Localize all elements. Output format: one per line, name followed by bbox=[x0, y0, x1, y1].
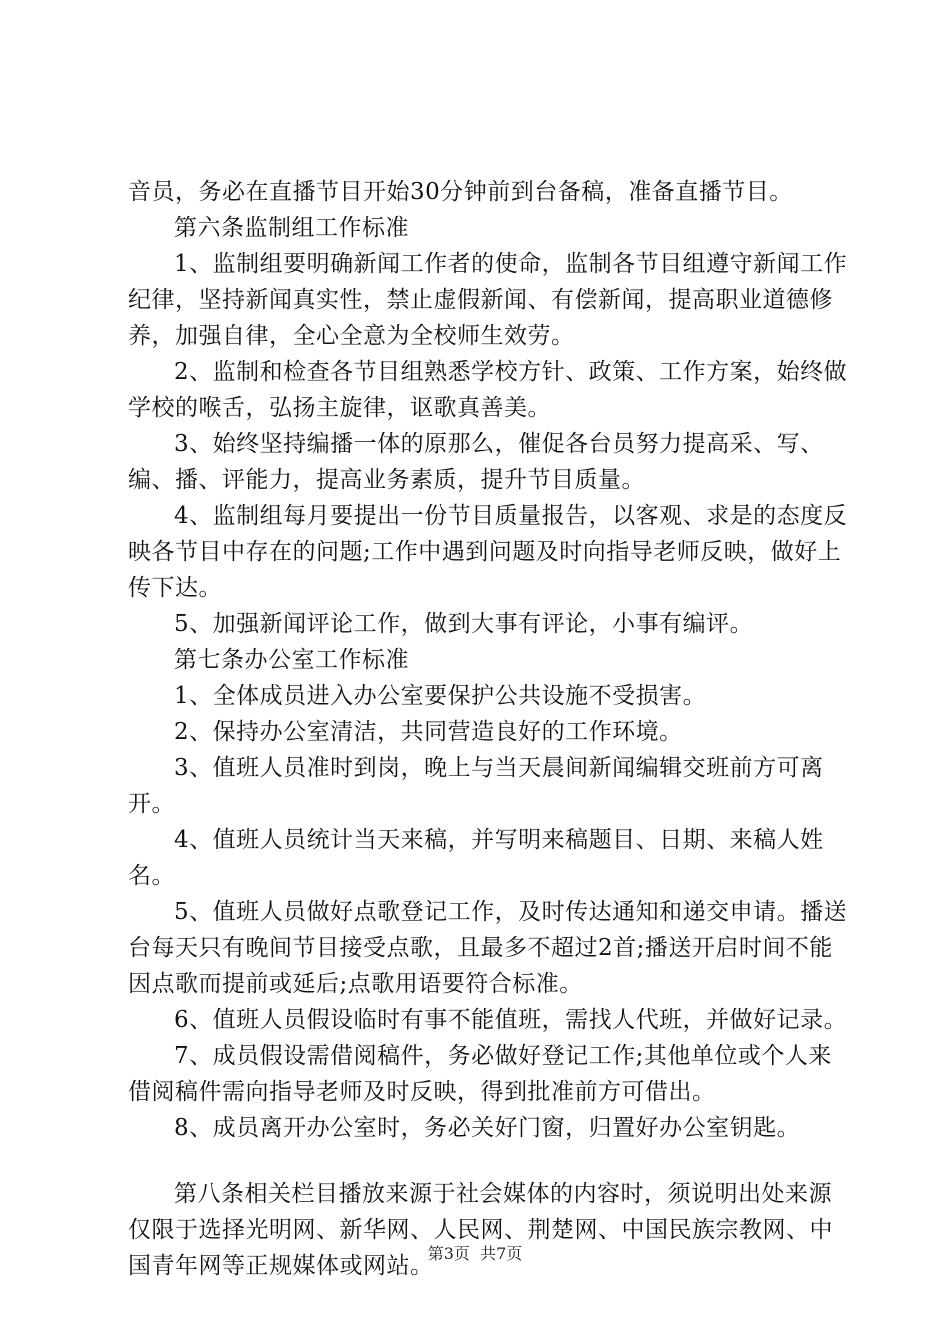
page-number-label: 第3页 共7页 bbox=[427, 1244, 523, 1263]
page-footer bbox=[0, 1244, 950, 1264]
paragraph: 5、加强新闻评论工作，做到大事有评论，小事有编评。 bbox=[174, 611, 754, 637]
paragraph: 3、值班人员准时到岗，晚上与当天晨间新闻编辑交班前方可离开。 bbox=[128, 755, 824, 817]
section-heading-article-8: 第八条相关栏目播放来源于社会媒体的内容时，须说明出处来源仅限于选择光明网、新华网、人民网、荆楚网、中国民族宗教网、中国青年网等正规媒体或网站。 bbox=[128, 1181, 833, 1279]
paragraph: 3、始终坚持编播一体的原那么，催促各台员努力提高采、写、编、播、评能力，提高业务素质，提升节目质量。 bbox=[128, 431, 824, 493]
paragraph: 1、全体成员进入办公室要保护公共设施不受损害。 bbox=[174, 683, 707, 709]
paragraph: 1、监制组要明确新闻工作者的使命，监制各节目组遵守新闻工作纪律，坚持新闻真实性，禁止虚假新闻、有偿新闻，提高职业道德修养，加强自律，全心全意为全校师生效劳。 bbox=[128, 251, 848, 349]
paragraph: 7、成员假设需借阅稿件，务必做好登记工作;其他单位或个人来借阅稿件需向指导老师及时反映，得到批准前方可借出。 bbox=[128, 1043, 832, 1105]
paragraph: 8、成员离开办公室时，务必关好门窗，归置好办公室钥匙。 bbox=[174, 1115, 801, 1141]
section-heading-article-6: 第六条监制组工作标准 bbox=[174, 215, 409, 241]
document-body bbox=[128, 174, 848, 1284]
section-heading-article-7: 第七条办公室工作标准 bbox=[174, 647, 409, 673]
paragraph: 2、监制和检查各节目组熟悉学校方针、政策、工作方案，始终做学校的喉舌，弘扬主旋律，讴歌真善美。 bbox=[128, 359, 848, 421]
paragraph: 6、值班人员假设临时有事不能值班，需找人代班，并做好记录。 bbox=[174, 1007, 848, 1033]
paragraph: 2、保持办公室清洁，共同营造良好的工作环境。 bbox=[174, 719, 683, 745]
paragraph: 5、值班人员做好点歌登记工作，及时传达通知和递交申请。播送台每天只有晚间节目接受点歌，且最多不超过2首;播送开启时间不能因点歌而提前或延后;点歌用语要符合标准。 bbox=[128, 899, 848, 997]
paragraph: 4、值班人员统计当天来稿，并写明来稿题目、日期、来稿人姓名。 bbox=[128, 827, 824, 889]
paragraph: 4、监制组每月要提出一份节目质量报告，以客观、求是的态度反映各节目中存在的问题;工作中遇到问题及时向指导老师反映，做好上传下达。 bbox=[128, 503, 848, 601]
paragraph-continuation: 音员，务必在直播节目开始30分钟前到台备稿，准备直播节目。 bbox=[128, 179, 793, 205]
